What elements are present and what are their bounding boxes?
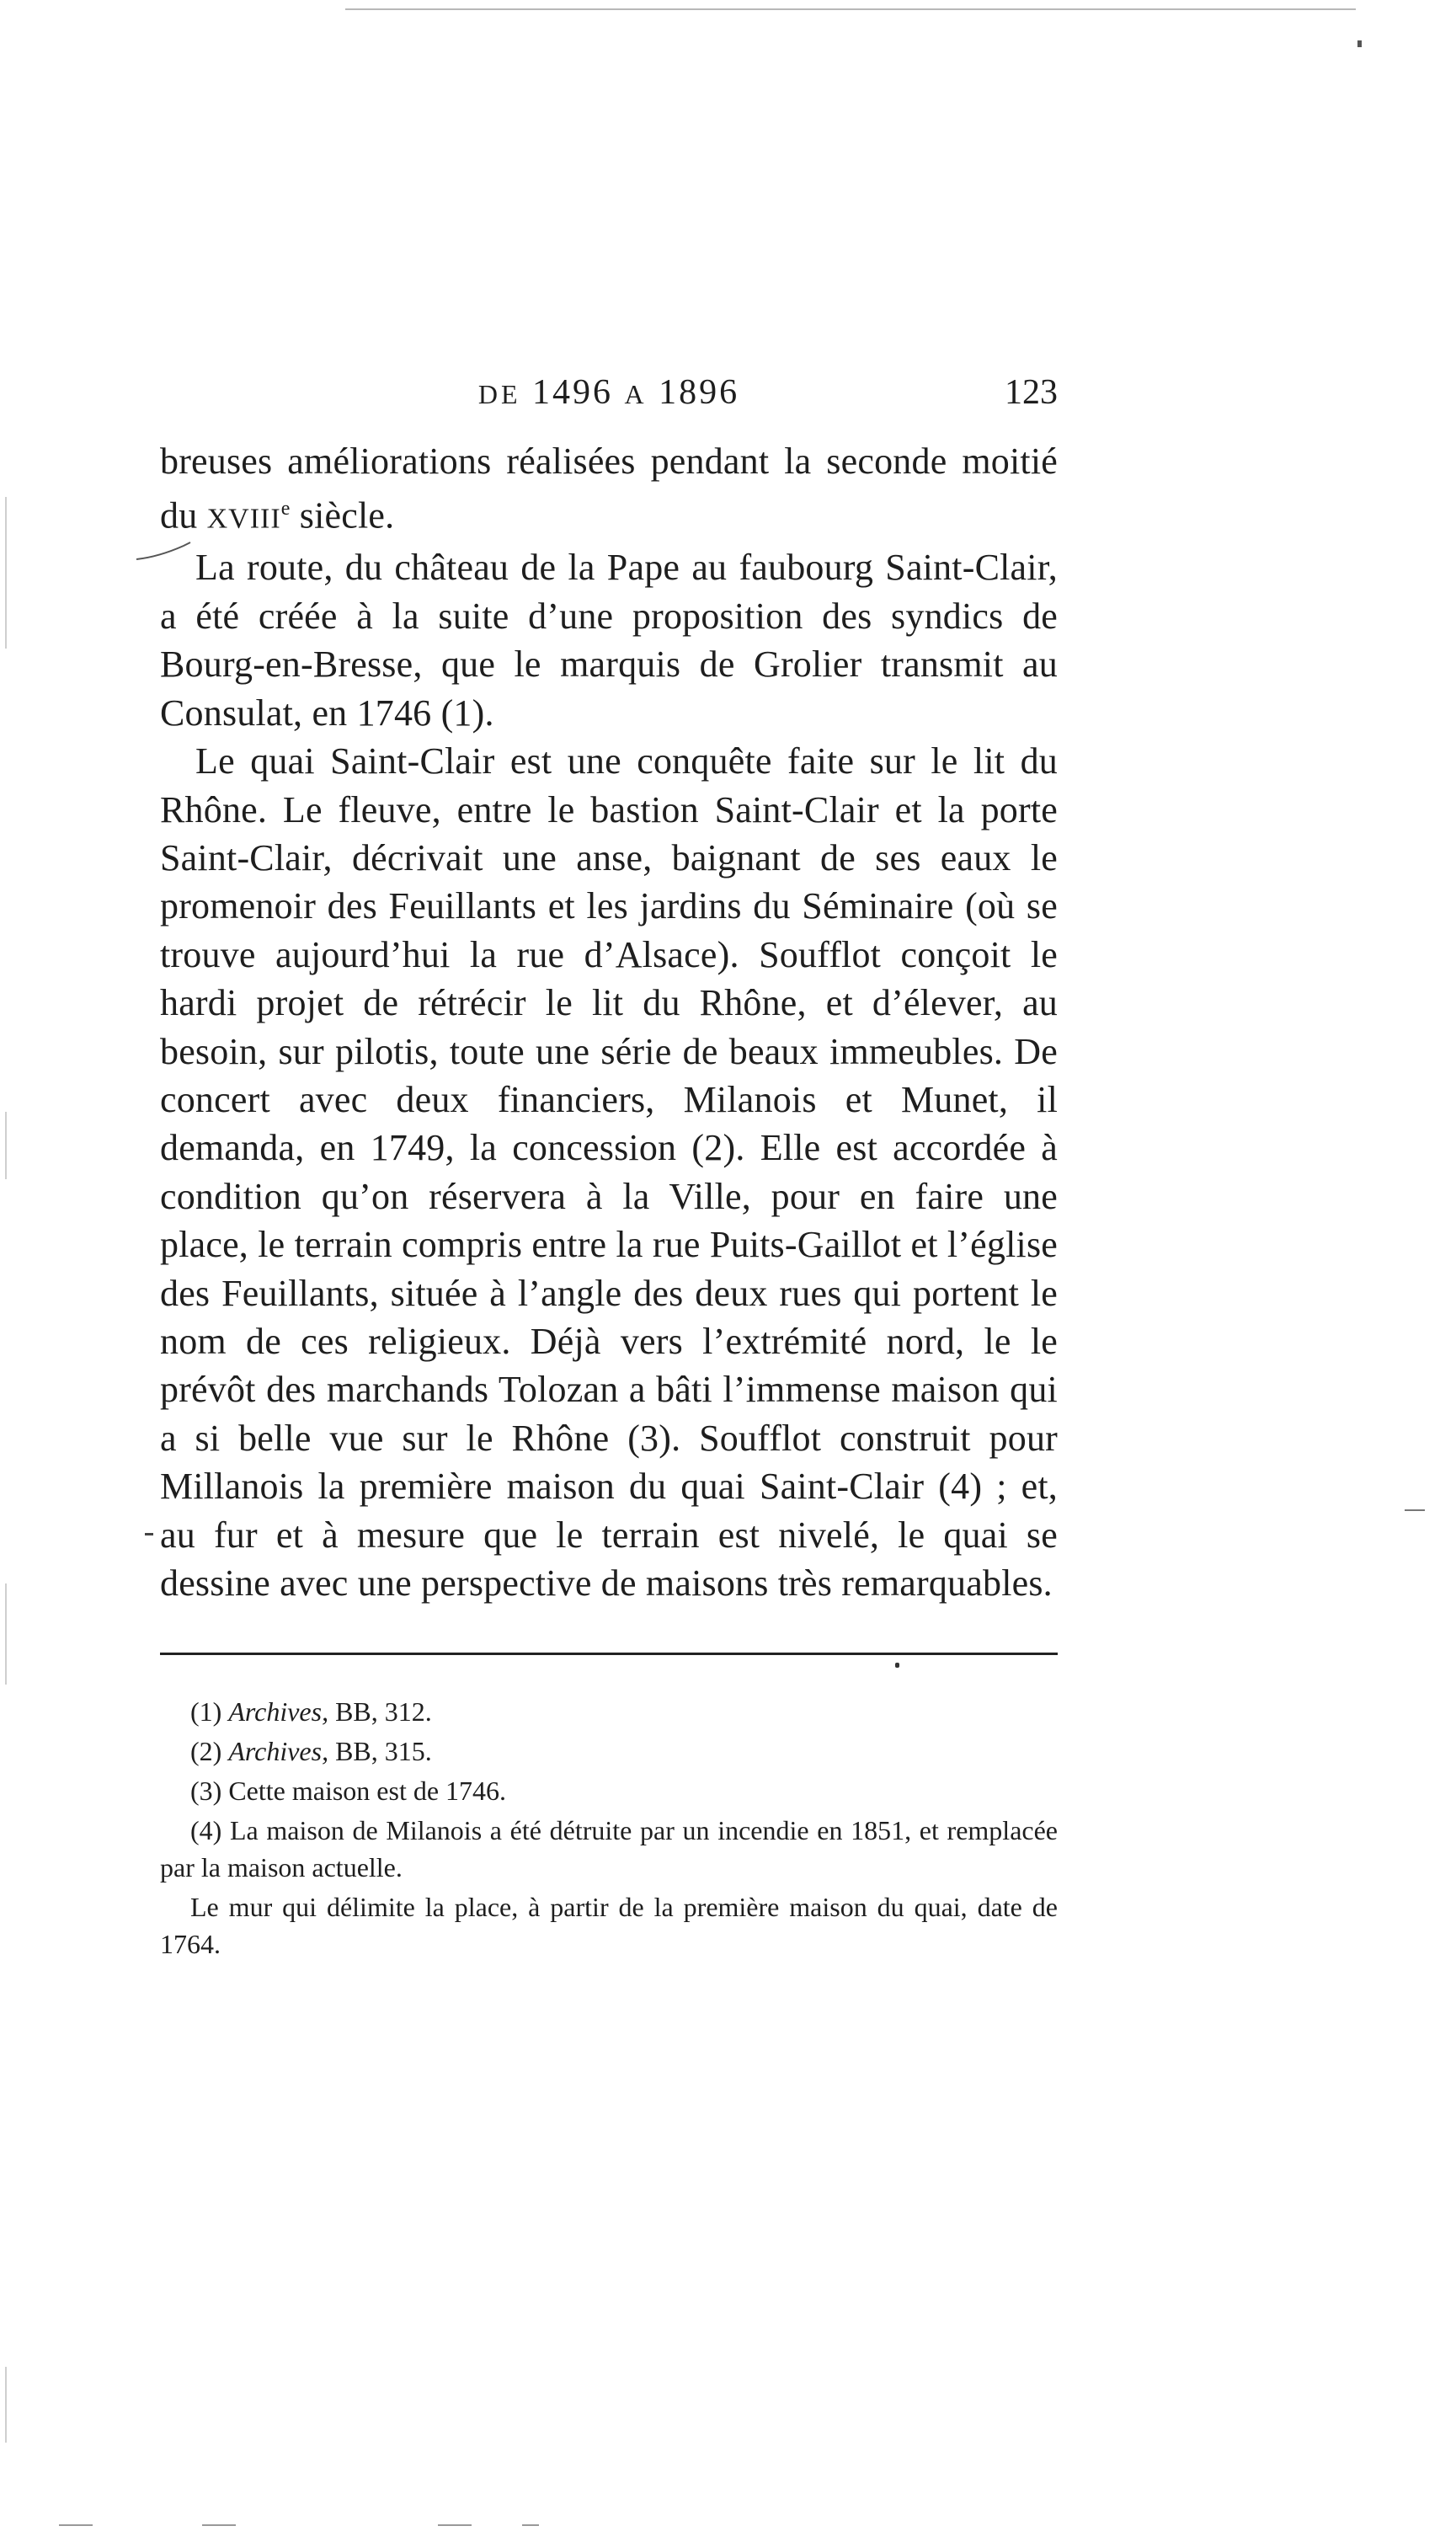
scan-margin-line [5,1112,7,1179]
footnote-number: (4) [190,1815,222,1845]
footnote-rule [160,1653,1058,1655]
footnote-number: (1) [190,1696,222,1727]
scan-margin-line [5,1583,7,1685]
scan-margin-line [5,2367,7,2443]
footnote-rule-dot [895,1663,899,1668]
scan-margin-line [5,497,7,649]
century-superscript: e [280,498,291,521]
footnote-reference: BB, 315. [335,1736,432,1766]
footnote-4 [160,1812,1058,1886]
paragraph-3: Le quai Saint-Clair est une conquête faite sur le lit du Rhône. Le fleuve, entre le bastion Saint-Clair et la porte Saint-Clair, décrivait une anse, baignant de ses eaux le promenoir des Feuillants et les jardins du Séminaire (où se trouve aujourd’hui la rue d’Alsace). Soufflot conçoit le hardi projet de rétrécir le lit du Rhône, et d’élever, au besoin, sur pilotis, toute une série de beaux immeubles. De concert avec deux financiers, Milanois et Munet, il demanda, en 1749, la concession (2). Elle est accordée à condition qu’on réservera à la Ville, pour en faire une place, le terrain compris entre la rue Puits-Gaillot et l’église des Feuillants, située à l’angle des deux rues qui portent le nom de ces religieux. Déjà vers l’extrémité nord, le le prévôt des marchands Tolozan a bâti l’immense maison qui a si belle vue sur le Rhône (3). Soufflot construit pour Millanois la première maison du quai Saint-Clair (4) ; et, au fur et à mesure que le terrain est nivelé, le quai se dessine avec une perspective de maisons très remarquables. [160,740,1058,1604]
footnote-1 [160,1693,1058,1730]
scan-speck [1357,40,1362,47]
scan-edge-line [59,2524,93,2526]
body-text [160,437,1058,1607]
footnote-source: Archives, [228,1696,329,1727]
running-year-end: 1896 [659,373,740,412]
paragraph-1-text: breuses améliorations réalisées pendant la seconde moitié du [160,441,1058,537]
paragraph-1 [160,437,1058,543]
running-connector: A [624,379,648,409]
footnote-3 [160,1772,1058,1809]
footnote-continuation [160,1888,1058,1963]
footnote-number: (2) [190,1736,222,1766]
paragraph-1-end: siècle. [299,495,395,537]
scan-edge-line [202,2524,236,2526]
running-head [160,372,1058,423]
footnote-text: La maison de Milanois a été détruite par un incendie en 1851, et remplacée par la maison actuelle. [160,1815,1059,1882]
footnote-text: Le mur qui délimite la place, à partir de la première maison du quai, date de 1764. [160,1892,1058,1959]
footnote-number: (3) [190,1776,222,1806]
running-title [160,372,1058,413]
footnote-source: Archives, [228,1736,329,1766]
page-number: 123 [1005,373,1058,412]
scan-edge-line [345,8,1356,10]
scan-edge-line [522,2524,539,2526]
running-prefix: DE [477,379,521,409]
footnote-reference: BB, 312. [335,1696,432,1727]
footnote-2 [160,1733,1058,1770]
century-numeral: XVIII [206,504,281,536]
footnotes [160,1693,1058,1965]
margin-dash [1405,1509,1425,1511]
scan-edge-line [438,2524,472,2526]
running-year-start: 1496 [532,373,614,412]
margin-dash [145,1533,153,1535]
footnote-text: Cette maison est de 1746. [228,1776,507,1806]
paragraph-2: La route, du château de la Pape au faubourg Saint-Clair, a été créée à la suite d’une proposition des syndics de Bourg-en-Bresse, que le marquis de Grolier transmit au Consulat, en 1746 (1). [160,547,1058,734]
